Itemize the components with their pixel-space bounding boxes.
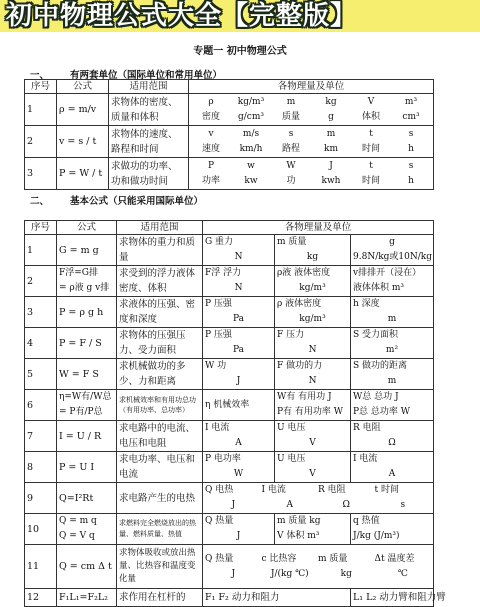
quantity-name: S 做功的距离 [353,361,408,371]
unit-cell: m [326,128,336,139]
quantity-unit: ℃ [397,568,408,579]
units-grid [191,95,431,125]
formula-line: = ρ液 g v排 [59,283,110,293]
quantity-grid [205,483,431,513]
row-scope: 求电路中的电流、电压和电阻 [117,421,203,452]
row-formula [57,514,117,545]
quantity-cell: L₁ L₂ 动力臂和阻力臂 [351,589,434,607]
row-scope: 求液体的压强、密度和深度 [117,297,203,328]
unit-cell: s [408,160,414,171]
formula-line: η=W有/W总 [59,392,112,402]
unit-cell: 路程 [281,143,300,154]
formula-line: = P有/P总 [59,407,103,417]
unit-cell: kg [325,96,337,107]
quantity-unit: A [388,469,396,479]
row-formula: ρ = m/v [57,94,109,126]
quantity-cell [203,266,275,297]
row-scope: 求燃料完全燃烧放出的热量、燃料质量、热值 [117,514,203,545]
quantity-unit: N [308,345,317,355]
table-row [25,452,434,483]
row-no: 3 [25,158,57,190]
quantity-group [205,552,262,582]
quantity-cell [351,390,434,421]
quantity-name: W有 有用功 J [277,392,332,402]
quantity-unit: J [236,531,241,541]
quantity-cell [351,297,434,328]
quantity-cell [351,514,434,545]
row-no: 2 [25,126,57,158]
row-formula: G = m g [57,235,117,266]
row-scope: 求电路产生的电热 [117,483,203,514]
quantity-name: U 电压 [277,423,306,433]
quantity-cell [203,328,275,359]
title-banner [0,0,480,32]
row-scope: 求物体的密度、质量和体积 [109,94,189,126]
row-scope: 求机械效率和有用功总功（有用功率、总功率） [117,390,203,421]
quantity-unit: V 体积 m³ [277,531,320,541]
quantity-name: S 受力面积 [353,330,399,340]
unit-cell: km/h [239,143,263,154]
unit-cell: t [369,160,373,171]
quantity-cell [351,421,434,452]
quantity-unit: N [234,252,243,262]
unit-cell: cm³ [402,111,420,122]
row-units [189,158,434,190]
quantity-unit: 9.8N/kg或10N/kg [353,252,433,262]
unit-cell: s [288,128,294,139]
unit-cell: P [207,160,215,171]
quantity-cell [203,514,275,545]
unit-cell: 密度 [201,111,220,122]
quantity-name: P 压强 [205,330,232,340]
unit-cell: V [367,96,375,107]
col-header-scope: 适用范围 [109,80,189,94]
quantity-name: m 质量 kg [277,516,321,526]
row-no: 5 [25,359,57,390]
quantity-cell [351,452,434,483]
unit-cell: 时间 [361,175,380,186]
quantity-unit: V [309,469,316,479]
quantity-unit: m [387,376,397,386]
units-grid [191,127,431,157]
row-scope: 求物体的速度、路程和时间 [109,126,189,158]
quantity-cell [275,235,351,266]
unit-cell: v [208,128,214,139]
table-row [25,421,434,452]
quantity-cell [203,483,434,514]
unit-cell: km [324,143,338,154]
quantity-group [375,552,432,582]
row-no: 4 [25,328,57,359]
table1-header [25,80,434,94]
col-header-formula: 公式 [57,221,117,235]
row-no: 12 [25,589,57,607]
table-row [25,126,434,158]
row-no: 9 [25,483,57,514]
row-scope: 求做功的功率、功和做功时间 [109,158,189,190]
unit-cell: 速度 [201,143,220,154]
row-formula: F₁L₁=F₂L₂ [57,589,117,607]
units-grid [191,159,431,189]
unit-cell: ρ [208,96,214,107]
quantity-cell [275,297,351,328]
quantity-unit: kg [306,252,319,262]
row-no: 11 [25,545,57,589]
unit-cell: m [286,96,296,107]
quantity-group [205,483,262,513]
row-no: 3 [25,297,57,328]
row-formula: P = W / t [57,158,109,190]
table-row [25,297,434,328]
row-formula: Q = cm Δ t [57,545,117,589]
quantity-unit: J [231,500,236,510]
quantity-cell [203,359,275,390]
row-scope: 求物体的压强压力、受力面积 [117,328,203,359]
quantity-name: g [389,237,395,247]
section2-heading [30,193,203,207]
quantity-name: F浮 浮力 [205,268,242,278]
quantity-name: ρ 液体密度 [277,299,322,309]
quantity-unit: 液体体积 m³ [353,283,405,293]
quantity-group [318,483,375,513]
quantity-name: P 压强 [205,299,232,309]
quantity-cell [275,421,351,452]
quantity-name: F 压力 [277,330,305,340]
row-formula: P = F / S [57,328,117,359]
quantity-cell: F₁ F₂ 动力和阻力 [203,589,351,607]
unit-cell: h [408,175,414,186]
quantity-unit: A [235,438,242,448]
unit-cell: 体积 [361,111,380,122]
quantity-unit: A [286,500,293,510]
quantity-cell [275,328,351,359]
table-row [25,545,434,589]
quantity-name: q 热值 [353,516,380,526]
quantity-unit: Ω [388,438,396,448]
row-scope: 求受到的浮力液体密度、体积 [117,266,203,297]
col-header-scope: 适用范围 [117,221,203,235]
quantity-name: v排排开（浸在） [353,268,422,278]
section2-title: 基本公式（只能采用国际单位） [70,196,204,207]
quantity-unit: W [233,469,244,479]
quantity-unit: m [387,314,397,324]
quantity-cell [203,297,275,328]
quantity-unit: Pa [232,314,245,324]
table-row [25,514,434,545]
quantity-unit: J/kg (J/m³) [353,531,400,541]
row-formula: P = ρ g h [57,297,117,328]
row-no: 8 [25,452,57,483]
quantity-grid [205,552,431,582]
row-no: 1 [25,235,57,266]
quantity-name: G 重力 [205,237,234,247]
page-title: 初中物理公式大全【完整版】 [6,1,358,31]
row-units [189,94,434,126]
row-formula: v = s / t [57,126,109,158]
row-no: 10 [25,514,57,545]
row-formula: P = U I [57,452,117,483]
table-row [25,266,434,297]
quantity-name: m 质量 [318,553,348,564]
quantity-unit: kg/m³ [299,283,326,293]
table-row [25,589,434,607]
quantity-name: c 比热容 [261,553,297,564]
quantity-unit: P总 总功率 W [353,407,411,417]
section1-title: 有两套单位（国际单位和常用单位） [70,70,223,81]
quantity-name: Q 电热 [205,485,234,495]
quantity-unit: P有 有用功率 W [277,407,344,417]
table-row [25,158,434,190]
col-header-formula: 公式 [57,80,109,94]
table2-header [25,221,434,235]
quantity-unit: J [231,568,236,579]
subtitle: 专题一 初中物理公式 [193,46,287,57]
unit-cell: g/cm³ [238,111,264,122]
table-row [25,328,434,359]
formula-line: Q = m q [59,516,97,526]
unit-cell: m/s [242,128,260,139]
quantity-name: h 深度 [353,299,380,309]
quantity-unit: m² [385,345,399,355]
col-header-no: 序号 [25,221,57,235]
row-no: 2 [25,266,57,297]
quantity-name: η 机械效率 [205,399,250,410]
quantity-name: U 电压 [277,454,306,464]
unit-cell: 功 [286,175,296,186]
quantity-name: t 时间 [374,485,399,495]
quantity-cell [275,390,351,421]
unit-cell: 时间 [361,143,380,154]
row-scope: 求作用在杠杆的 [117,589,203,607]
quantity-name: W 功 [205,361,227,371]
quantity-unit: J [236,376,241,386]
quantity-cell [351,359,434,390]
quantity-name: Q 热量 [205,553,234,564]
unit-cell: h [408,143,414,154]
quantity-name: Δt 温度差 [374,553,415,564]
quantity-name: m 质量 [277,237,307,247]
table-basic-formulas [24,220,446,607]
unit-cell: W [286,160,296,171]
quantity-cell [275,514,351,545]
table-row [25,359,434,390]
row-scope: 求物体吸收或放出热量、比热容和温度变化量 [117,545,203,589]
quantity-group [375,483,432,513]
col-header-no: 序号 [25,80,57,94]
row-no: 1 [25,94,57,126]
quantity-unit: s [400,500,406,510]
quantity-unit: V [309,438,316,448]
quantity-cell [351,235,434,266]
unit-cell: w [247,160,255,171]
table-row [25,483,434,514]
quantity-cell [275,452,351,483]
quantity-name: I 电流 [353,454,378,464]
quantity-unit: J/(kg ℃) [270,568,309,579]
unit-cell: J [329,160,333,171]
quantity-cell [203,390,275,421]
quantity-name: Q 热量 [205,516,234,526]
quantity-cell [203,235,275,266]
quantity-name: I 电流 [261,485,286,495]
quantity-cell [351,328,434,359]
quantity-name: I 电流 [205,423,230,433]
unit-cell: kwh [321,175,341,186]
quantity-group [262,483,319,513]
row-no: 7 [25,421,57,452]
unit-cell: 质量 [281,111,300,122]
formula-line: F浮=G排 [59,268,98,278]
quantity-name: ρ液 液体密度 [277,268,331,278]
row-scope: 求机械做功的多少、力和距离 [117,359,203,390]
quantity-name: F 做功的力 [277,361,323,371]
quantity-group [318,552,375,582]
quantity-cell [351,266,434,297]
table-dual-units [24,79,434,190]
quantity-unit: kg [340,568,352,579]
quantity-name: R 电阻 [353,423,381,433]
unit-cell: kg/m³ [237,96,265,107]
table-row [25,235,434,266]
quantity-unit: Pa [232,345,245,355]
table-row [25,390,434,421]
row-formula [57,266,117,297]
quantity-cell [275,266,351,297]
row-scope: 求物体的重力和质量 [117,235,203,266]
quantity-cell [203,545,434,589]
quantity-cell [203,421,275,452]
quantity-group [262,552,319,582]
row-formula [57,390,117,421]
formula-line: Q = V q [59,531,95,541]
row-no: 6 [25,390,57,421]
row-scope: 求电功率、电压和电流 [117,452,203,483]
row-formula: Q=I²Rt [57,483,117,514]
row-units [189,126,434,158]
col-header-quantities: 各物理量及单位 [203,221,434,235]
unit-cell: g [328,111,334,122]
row-formula: I = U / R [57,421,117,452]
col-header-quantities: 各物理量及单位 [189,80,434,94]
quantity-cell [275,359,351,390]
row-formula: W = F S [57,359,117,390]
quantity-unit: N [308,376,317,386]
section1-number: 一、 [30,70,50,81]
unit-cell: s [408,128,414,139]
unit-cell: 功率 [201,175,220,186]
quantity-unit: N [234,283,243,293]
section2-number: 二、 [30,196,50,207]
quantity-name: W总 总功 J [353,392,399,402]
table-row [25,94,434,126]
unit-cell: m³ [404,96,418,107]
quantity-name: R 电阻 [318,485,346,495]
quantity-unit: Ω [342,500,350,510]
unit-cell: kw [244,175,258,186]
quantity-name: P 电功率 [205,454,241,464]
quantity-unit: kg/m³ [299,314,326,324]
quantity-cell [203,452,275,483]
unit-cell: t [369,128,373,139]
